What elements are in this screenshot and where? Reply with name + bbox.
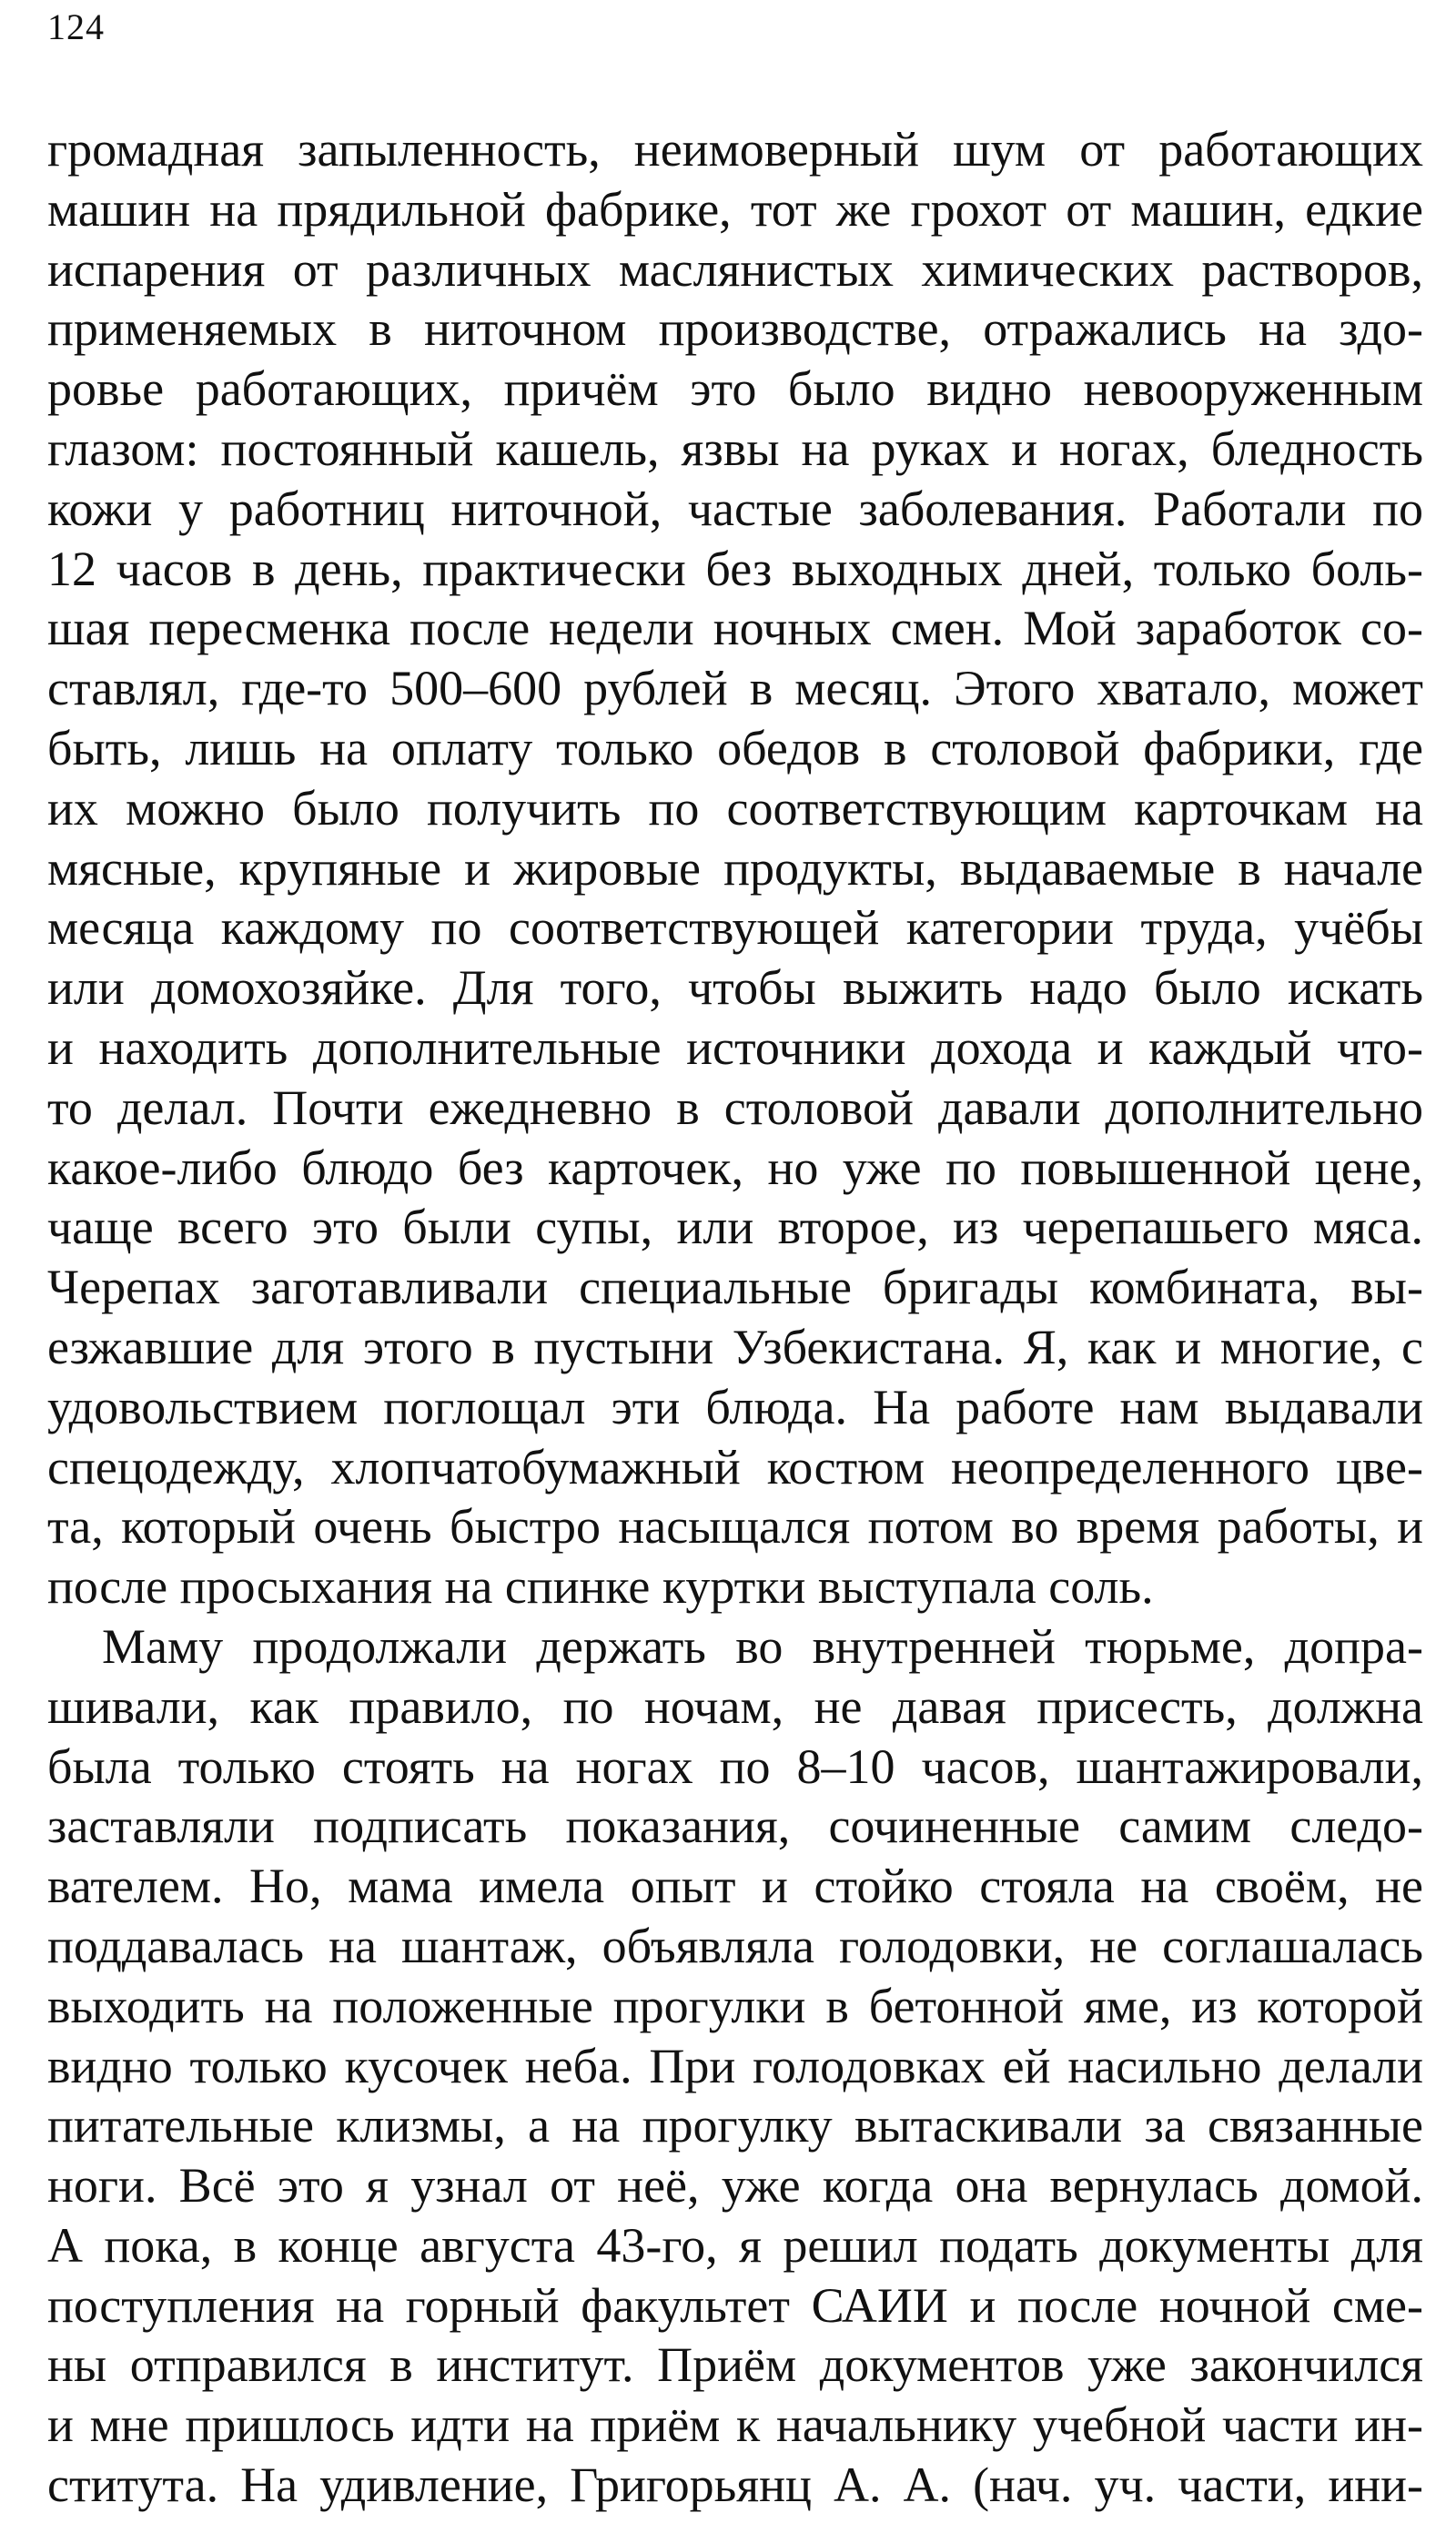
text-line: ститута. На удивление, Григорьянц А. А. (нач. уч. части, ини- bbox=[47, 2457, 1423, 2513]
page-number: 124 bbox=[47, 6, 105, 47]
text-line: видно только кусочек неба. При голодовках ей насильно делали bbox=[47, 2038, 1423, 2093]
text-line: питательные клизмы, а на прогулку вытаскивали за связанные bbox=[47, 2098, 1423, 2153]
text-line: глазом: постоянный кашель, язвы на руках и ногах, бледность bbox=[47, 420, 1423, 476]
text-line: 12 часов в день, практически без выходных дней, только боль- bbox=[47, 541, 1423, 596]
text-line: была только стоять на ногах по 8–10 часов, шантажировали, bbox=[47, 1738, 1423, 1794]
text-line: А пока, в конце августа 43-го, я решил подать документы для bbox=[47, 2217, 1423, 2273]
text-line: езжавшие для этого в пустыни Узбекистана. Я, как и многие, с bbox=[47, 1319, 1423, 1374]
text-line: и находить дополнительные источники дохода и каждый что- bbox=[47, 1019, 1423, 1075]
text-line: шая пересменка после недели ночных смен. Мой заработок со- bbox=[47, 601, 1423, 656]
text-line: удовольствием поглощал эти блюда. На работе нам выдавали bbox=[47, 1379, 1423, 1434]
text-line: или домохозяйке. Для того, чтобы выжить надо было искать bbox=[47, 960, 1423, 1016]
text-line: месяца каждому по соответствующей категории труда, учёбы bbox=[47, 900, 1423, 956]
text-line: поступления на горный факультет САИИ и после ночной сме- bbox=[47, 2277, 1423, 2333]
text-line: быть, лишь на оплату только обедов в столовой фабрики, где bbox=[47, 720, 1423, 775]
text-line: вателем. Но, мама имела опыт и стойко стояла на своём, не bbox=[47, 1859, 1423, 1914]
text-line: их можно было получить по соответствующим карточкам на bbox=[47, 780, 1423, 836]
text-line: громадная запыленность, неимоверный шум от работающих bbox=[47, 122, 1423, 177]
text-line: заставляли подписать показания, сочиненные самим следо- bbox=[47, 1799, 1423, 1854]
text-line: чаще всего это были супы, или второе, из черепашьего мяса. bbox=[47, 1200, 1423, 1255]
text-line: ставлял, где-то 500–600 рублей в месяц. Этого хватало, может bbox=[47, 661, 1423, 716]
text-line: спецодежду, хлопчатобумажный костюм неопределенного цве- bbox=[47, 1439, 1423, 1495]
text-line: и мне пришлось идти на приём к начальнику учебной части ин- bbox=[47, 2397, 1423, 2453]
text-line: ровье работающих, причём это было видно невооруженным bbox=[47, 361, 1423, 417]
text-line: та, который очень быстро насыщался потом во время работы, и bbox=[47, 1499, 1423, 1555]
text-line: поддавалась на шантаж, объявляла голодовки, не соглашалась bbox=[47, 1918, 1423, 1973]
text-line: ны отправился в институт. Приём документов уже закончился bbox=[47, 2337, 1423, 2393]
text-line: кожи у работниц ниточной, частые заболевания. Работали по bbox=[47, 481, 1423, 536]
text-line: Черепах заготавливали специальные бригады комбината, вы- bbox=[47, 1260, 1423, 1315]
book-page bbox=[47, 0, 1423, 2523]
text-line: испарения от различных маслянистых химических растворов, bbox=[47, 241, 1423, 297]
body-text bbox=[47, 120, 1423, 2516]
text-line: какое-либо блюдо без карточек, но уже по повышенной цене, bbox=[47, 1140, 1423, 1195]
text-line: ноги. Всё это я узнал от неё, уже когда она вернулась домой. bbox=[47, 2158, 1423, 2214]
text-line: применяемых в ниточном производстве, отражались на здо- bbox=[47, 301, 1423, 357]
text-line: Маму продолжали держать во внутренней тюрьме, допра- bbox=[102, 1618, 1423, 1674]
text-line: мясные, крупяные и жировые продукты, выдаваемые в начале bbox=[47, 840, 1423, 896]
text-line: шивали, как правило, по ночам, не давая присесть, должна bbox=[47, 1678, 1423, 1734]
text-line: после просыхания на спинке куртки выступала соль. bbox=[47, 1559, 1154, 1615]
text-line: машин на прядильной фабрике, тот же грохот от машин, едкие bbox=[47, 181, 1423, 237]
text-line: выходить на положенные прогулки в бетонной яме, из которой bbox=[47, 1978, 1423, 2033]
text-line: то делал. Почти ежедневно в столовой давали дополнительно bbox=[47, 1079, 1423, 1135]
